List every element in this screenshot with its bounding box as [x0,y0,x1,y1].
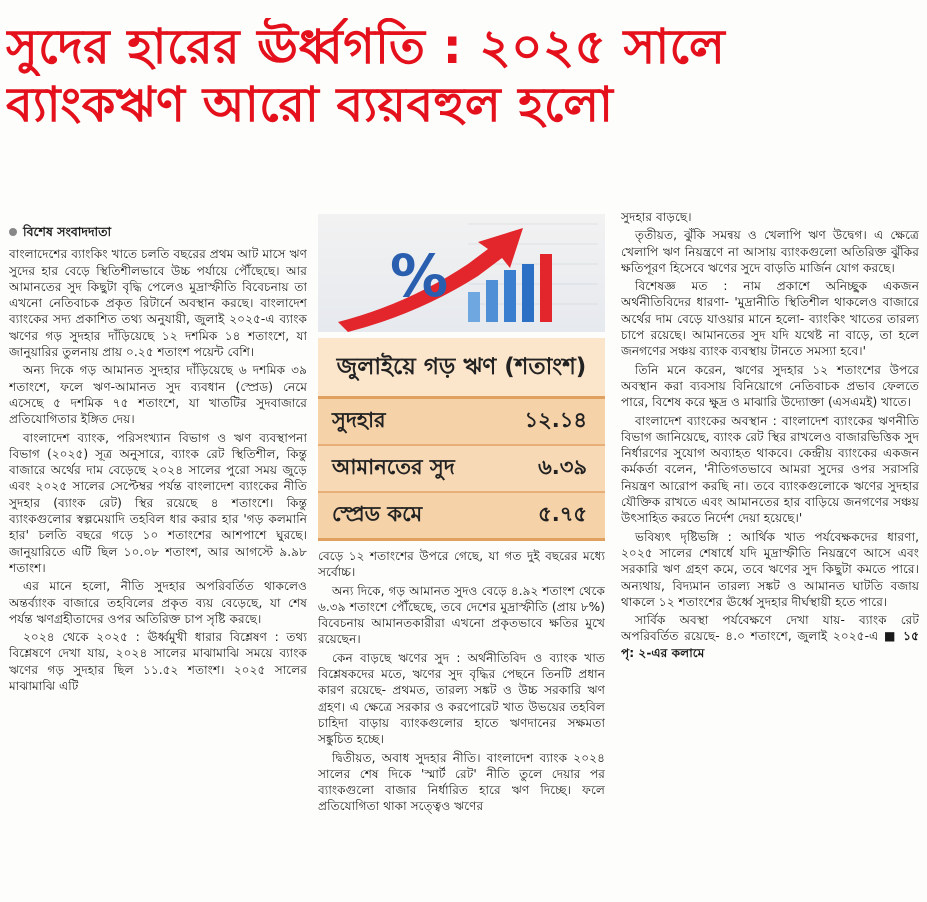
bullet-icon [9,228,17,236]
article-column-1 [9,224,307,896]
infobox-label: স্প্রেড কমে [332,502,423,526]
paragraph: এর মানে হলো, নীতি সুদহার অপরিবর্তিত থাকলেও অন্তর্ব্যাংক বাজারে তহবিলের প্রকৃত ব্যয় বেড়েছে, যা শেষ পর্যন্ত ঋণগ্রহীতাদের ওপর অতিরিক্ত চাপ সৃষ্টি করছে। [9,579,307,626]
paragraph: অন্য দিকে, গড় আমানত সুদও বেড়ে ৪.৯২ শতাংশ থেকে ৬.৩৯ শতাংশে পৌঁছেছে, তবে দেশের মুদ্রাস্ফীতি (প্রায় ৮%) বিবেচনায় আমানতকারীরা এখনো প্রকৃতভাবে ক্ষতির মুখে রয়েছেন। [318,583,605,647]
article-column-3 [621,209,919,896]
infobox-rows [318,399,605,538]
headline-line-2: ব্যাংকঋণ আরো ব্যয়বহুল হলো [6,77,614,133]
percent-growth-chart-icon [318,214,605,332]
infobox-label: আমানতের সুদ [332,455,455,479]
paragraph: বিশেষজ্ঞ মত : নাম প্রকাশে অনিচ্ছুক একজন অর্থনীতিবিদের ধারণা- 'মুদ্রানীতি স্থিতিশীল থাকলেও বাজারে অর্থের দাম বেড়ে যাওয়ার মানে হলো- ব্যাংকিং খাতের তারল্য চাপে রয়েছে। আমানতের সুদ যদি যথেষ্ট না বাড়ে, তা হলে জনগণের সঞ্চয় ব্যাংক ব্যবস্থায় টানতে সমস্যা হবে।' [621,279,919,359]
infobox-row [318,399,605,446]
paragraph: তিনি মনে করেন, ঋণের সুদহার ১২ শতাংশের উপরে অবস্থান করা ব্যবসায় বিনিয়োগে নেতিবাচক প্রভাব ফেলতে পারে, বিশেষ করে ক্ষুদ্র ও মাঝারি উদ্যোক্তা (এসএমই) খাতে। [621,362,919,410]
paragraph: অন্য দিকে গড় আমানত সুদহার দাঁড়িয়েছে ৬ দশমিক ৩৯ শতাংশে, ফলে ঋণ-আমানত সুদ ব্যবধান (স্প্রেড) নেমে এসেছে ৫ দশমিক ৭৫ শতাংশে, যা খাতটির সুদবাজারে প্রতিযোগিতার ইঙ্গিত দেয়। [9,363,307,427]
percent-symbol: % [390,242,449,310]
infobox [318,338,605,541]
headline-line-1: সুদের হারের ঊর্ধ্বগতি : ২০২৫ সালে [6,19,726,75]
paragraph [621,612,919,661]
paragraph: সুদহার বাড়ছে। [621,210,692,224]
byline-text: বিশেষ সংবাদদাতা [23,224,112,239]
paragraph-text: সার্বিক অবস্থা পর্যবেক্ষণে দেখা যায়- ব্যাংক রেট অপরিবর্তিত রয়েছে- ৪.০ শতাংশে, জুলাই ২০২৫-এ [621,613,919,644]
headline [6,18,921,134]
growth-graphic-icon [318,214,605,332]
infobox-title: জুলাইয়ে গড় ঋণ (শতাংশ) [318,338,605,399]
infobox-value: ১২.১৪ [524,408,587,432]
paragraph: ২০২৪ থেকে ২০২৫ : ঊর্ধ্বমুখী ধারার বিশ্লেষণ : তথ্য বিশ্লেষণে দেখা যায়, ২০২৪ সালের মাঝামাঝি সময়ে ব্যাংক ঋণের গড় সুদহার ছিল ১১.৫২ শতাংশ। ২০২৫ সালের মাঝামাঝি এটি [9,630,307,694]
continuation-text: ১৫ পৃ: ২-এর কলামে [621,629,919,660]
infobox-value: ৬.৩৯ [538,455,587,479]
infobox-label: সুদহার [332,408,386,432]
paragraph: কেন বাড়ছে ঋণের সুদ : অর্থনীতিবিদ ও ব্যাংক খাত বিশ্লেষকদের মতে, ঋণের সুদ বৃদ্ধির পেছনে তিনটি প্রধান কারণ রয়েছে- প্রথমত, তারল্য সঙ্কট ও উচ্চ সরকারি ঋণ গ্রহণ। এ ক্ষেত্রে সরকার ও করপোরেট খাত উভয়ের তহবিল চাহিদা বাড়ায় ব্যাংকগুলোর হাতে ঋণদানের সক্ষমতা সঙ্কুচিত হচ্ছে। [318,650,605,747]
paragraph: বেড়ে ১২ শতাংশের উপরে গেছে, যা গত দুই বছরের মধ্যে সর্বোচ্চ। [318,549,605,580]
paragraph: বাংলাদেশের ব্যাংকিং খাতে চলতি বছরের প্রথম আট মাসে ঋণ সুদের হার বেড়ে স্থিতিশীলভাবে উচ্চ পর্যায়ে পৌঁছেছে। আর আমানতের সুদ কিছুটা বৃদ্ধি পেলেও মুদ্রাস্ফীতি বিবেচনায় তা এখনো নেতিবাচক প্রকৃত রিটার্নে অবস্থান করছে। বাংলাদেশ ব্যাংকের সদ্য প্রকাশিত তথ্য অনুযায়ী, জুলাই ২০২৫-এ ব্যাংক ঋণের গড় সুদহার দাঁড়িয়েছে ১২ দশমিক ১৪ শতাংশে, যা জানুয়ারির তুলনায় প্রায় ০.২৫ শতাংশ পয়েন্ট বেশি। [9,247,307,360]
paragraph: বাংলাদেশ ব্যাংক, পরিসংখ্যান বিভাগ ও ঋণ ব্যবস্থাপনা বিভাগ (২০২৫) সূত্র অনুসারে, ব্যাংক রেট স্থিতিশীল, কিন্তু বাজারে অর্থের দাম বেড়েছে ২০২৪ সালের পুরো সময় জুড়ে এবং ২০২৫ সালের সেপ্টেম্বর পর্যন্ত বাংলাদেশ ব্যাংকের নীতি সুদহার (ব্যাংক রেট) স্থির রয়েছে ৪ শতাংশে। কিন্তু ব্যাংকগুলোর স্বল্পমেয়াদি তহবিল ধার করার হার 'গড় কলমানি হার' চলতি বছরে গড়ে ১০ শতাংশের আশপাশে ঘুরছে। জানুয়ারিতে এটি ছিল ১০.০৮ শতাংশ, আর আগস্টে ৯.৯৮ শতাংশ। [9,430,307,575]
article-column-2 [318,548,605,896]
paragraph: বাংলাদেশ ব্যাংকের অবস্থান : বাংলাদেশ ব্যাংকের ঋণনীতি বিভাগ জানিয়েছে, ব্যাংক রেট স্থির রাখলেও বাজারভিত্তিক সুদ নির্ধারণের সুযোগ অব্যাহত থাকবে। কেন্দ্রীয় ব্যাংকের একজন কর্মকর্তা বলেন, 'নীতিগতভাবে আমরা সুদের ওপর সরাসরি নিয়ন্ত্রণ আরোপ করছি না। তবে ব্যাংকগুলোকে ঋণের সুদহার যৌক্তিক রাখতে এবং আমানতের হার বাড়িয়ে জনগণের সঞ্চয় উৎসাহিত করতে নির্দেশ দেয়া হয়েছে।' [621,413,919,526]
infobox-row [318,493,605,538]
continuation-note[interactable]: ■ ১৫ পৃ: ২-এর কলামে [621,629,919,660]
infobox-row [318,446,605,493]
byline [9,224,307,240]
paragraph: তৃতীয়ত, ঝুঁকি সমন্বয় ও খেলাপি ঋণ উদ্বেগ। এ ক্ষেত্রে খেলাপি ঋণ নিয়ন্ত্রণে না আসায় ব্যাংকগুলো অতিরিক্ত ঝুঁকির ক্ষতিপূরণ হিসেবে ঋণের সুদে বাড়তি মার্জিন যোগ করছে। [621,228,919,275]
infobox-value: ৫.৭৫ [538,502,587,526]
paragraph: দ্বিতীয়ত, অবাধ সুদহার নীতি। বাংলাদেশ ব্যাংক ২০২৪ সালের শেষ দিকে 'স্মার্ট রেট' নীতি তুলে দেয়ার পর ব্যাংকগুলো বাজার নির্ধারিত হারে ঋণ দিচ্ছে। ফলে প্রতিযোগিতা থাকা সত্ত্বেও ঋণের [318,750,605,814]
paragraph: ভবিষ্যৎ দৃষ্টিভঙ্গি : আর্থিক খাত পর্যবেক্ষকদের ধারণা, ২০২৫ সালের শেষার্ধে যদি মুদ্রাস্ফীতি নিয়ন্ত্রণে আসে এবং সরকারি ঋণ গ্রহণ কমে, তবে ঋণের সুদ কিছুটা কমতে পারে। অন্যথায়, বিদ্যমান তারল্য সঙ্কট ও আমানত ঘাটতি বজায় থাকলে ১২ শতাংশের ঊর্ধ্বে সুদহার দীর্ঘস্থায়ী হতে পারে। [621,529,919,609]
